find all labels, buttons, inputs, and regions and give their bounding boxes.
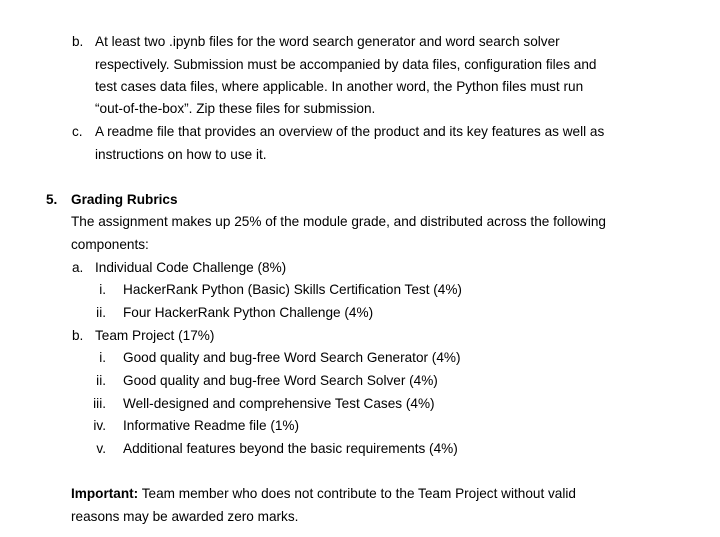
sublist-marker: iv. bbox=[93, 418, 106, 433]
rubric-subitem: Good quality and bug-free Word Search Solver (4%) bbox=[123, 373, 438, 388]
paragraph-line: A readme file that provides an overview of the product and its key features as well as bbox=[95, 124, 605, 139]
intro-line: The assignment makes up 25% of the module grade, and distributed across the following bbox=[71, 214, 606, 229]
paragraph-line: instructions on how to use it. bbox=[95, 147, 267, 162]
paragraph-line: test cases data files, where applicable. In another word, the Python files must run bbox=[95, 79, 584, 94]
list-marker: c. bbox=[72, 124, 83, 139]
important-text: Team member who does not contribute to the Team Project without valid bbox=[141, 486, 576, 501]
section-number: 5. bbox=[46, 192, 58, 207]
rubric-subitem: HackerRank Python (Basic) Skills Certification Test (4%) bbox=[123, 282, 462, 297]
sublist-marker: i. bbox=[99, 350, 106, 365]
sublist-marker: ii. bbox=[96, 373, 106, 388]
intro-line: components: bbox=[71, 237, 149, 252]
paragraph-line: respectively. Submission must be accompanied by data files, configuration files and bbox=[95, 57, 597, 72]
rubric-subitem: Additional features beyond the basic requirements (4%) bbox=[123, 441, 458, 456]
important-label: Important: bbox=[71, 486, 139, 501]
rubric-subitem: Well-designed and comprehensive Test Cases (4%) bbox=[123, 396, 435, 411]
rubric-subitem: Four HackerRank Python Challenge (4%) bbox=[123, 305, 374, 320]
rubric-subitem: Informative Readme file (1%) bbox=[123, 418, 300, 433]
sublist-marker: iii. bbox=[93, 396, 106, 411]
list-marker: b. bbox=[72, 328, 84, 343]
sublist-marker: ii. bbox=[96, 305, 106, 320]
important-note bbox=[71, 485, 576, 503]
important-note-continued: reasons may be awarded zero marks. bbox=[71, 509, 299, 524]
rubric-item-individual: Individual Code Challenge (8%) bbox=[95, 260, 287, 275]
paragraph-line: “out-of-the-box”. Zip these files for submission. bbox=[95, 101, 376, 116]
rubric-subitem: Good quality and bug-free Word Search Generator (4%) bbox=[123, 350, 461, 365]
rubric-item-team: Team Project (17%) bbox=[95, 328, 215, 343]
sublist-marker: v. bbox=[96, 441, 106, 456]
section-heading: Grading Rubrics bbox=[71, 192, 178, 207]
list-marker: a. bbox=[72, 260, 84, 275]
paragraph-line: At least two .ipynb files for the word search generator and word search solver bbox=[95, 34, 560, 49]
list-marker: b. bbox=[72, 34, 84, 49]
sublist-marker: i. bbox=[99, 282, 106, 297]
